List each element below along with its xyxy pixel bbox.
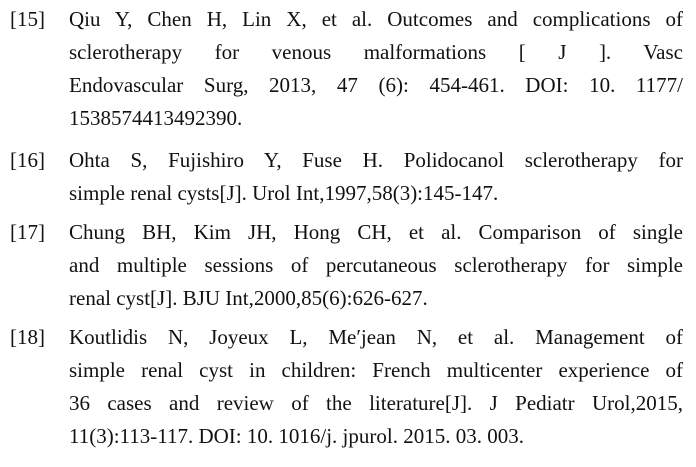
- reference-line: Chung BH, Kim JH, Hong CH, et al. Comparison of single: [69, 220, 683, 244]
- reference-line: 11(3):113-117. DOI: 10. 1016/j. jpurol. 2015. 03. 003.: [69, 424, 524, 448]
- reference-line: Koutlidis N, Joyeux L, Me′jean N, et al. Management of: [69, 325, 683, 349]
- reference-text: [69, 321, 683, 453]
- reference-number: [16]: [10, 148, 45, 172]
- reference-number: [15]: [10, 7, 45, 31]
- reference-number: [18]: [10, 325, 45, 349]
- reference-line: and multiple sessions of percutaneous sclerotherapy for simple: [69, 253, 683, 277]
- reference-line: simple renal cysts[J]. Urol Int,1997,58(3):145-147.: [69, 181, 499, 205]
- reference-line: renal cyst[J]. BJU Int,2000,85(6):626-627.: [69, 286, 428, 310]
- reference-line: 1538574413492390.: [69, 106, 243, 130]
- reference-text: [69, 144, 683, 210]
- reference-text: [69, 216, 683, 315]
- reference-line: simple renal cyst in children: French multicenter experience of: [69, 358, 683, 382]
- reference-line: sclerotherapy for venous malformations [ J ]. Vasc: [69, 40, 683, 64]
- reference-line: Endovascular Surg, 2013, 47 (6): 454-461. DOI: 10. 1177/: [69, 73, 683, 97]
- reference-text: [69, 3, 683, 135]
- reference-line: Ohta S, Fujishiro Y, Fuse H. Polidocanol sclerotherapy for: [69, 148, 683, 172]
- reference-number: [17]: [10, 220, 45, 244]
- reference-line: 36 cases and review of the literature[J]. J Pediatr Urol,2015,: [69, 391, 683, 415]
- reference-line: Qiu Y, Chen H, Lin X, et al. Outcomes and complications of: [69, 7, 683, 31]
